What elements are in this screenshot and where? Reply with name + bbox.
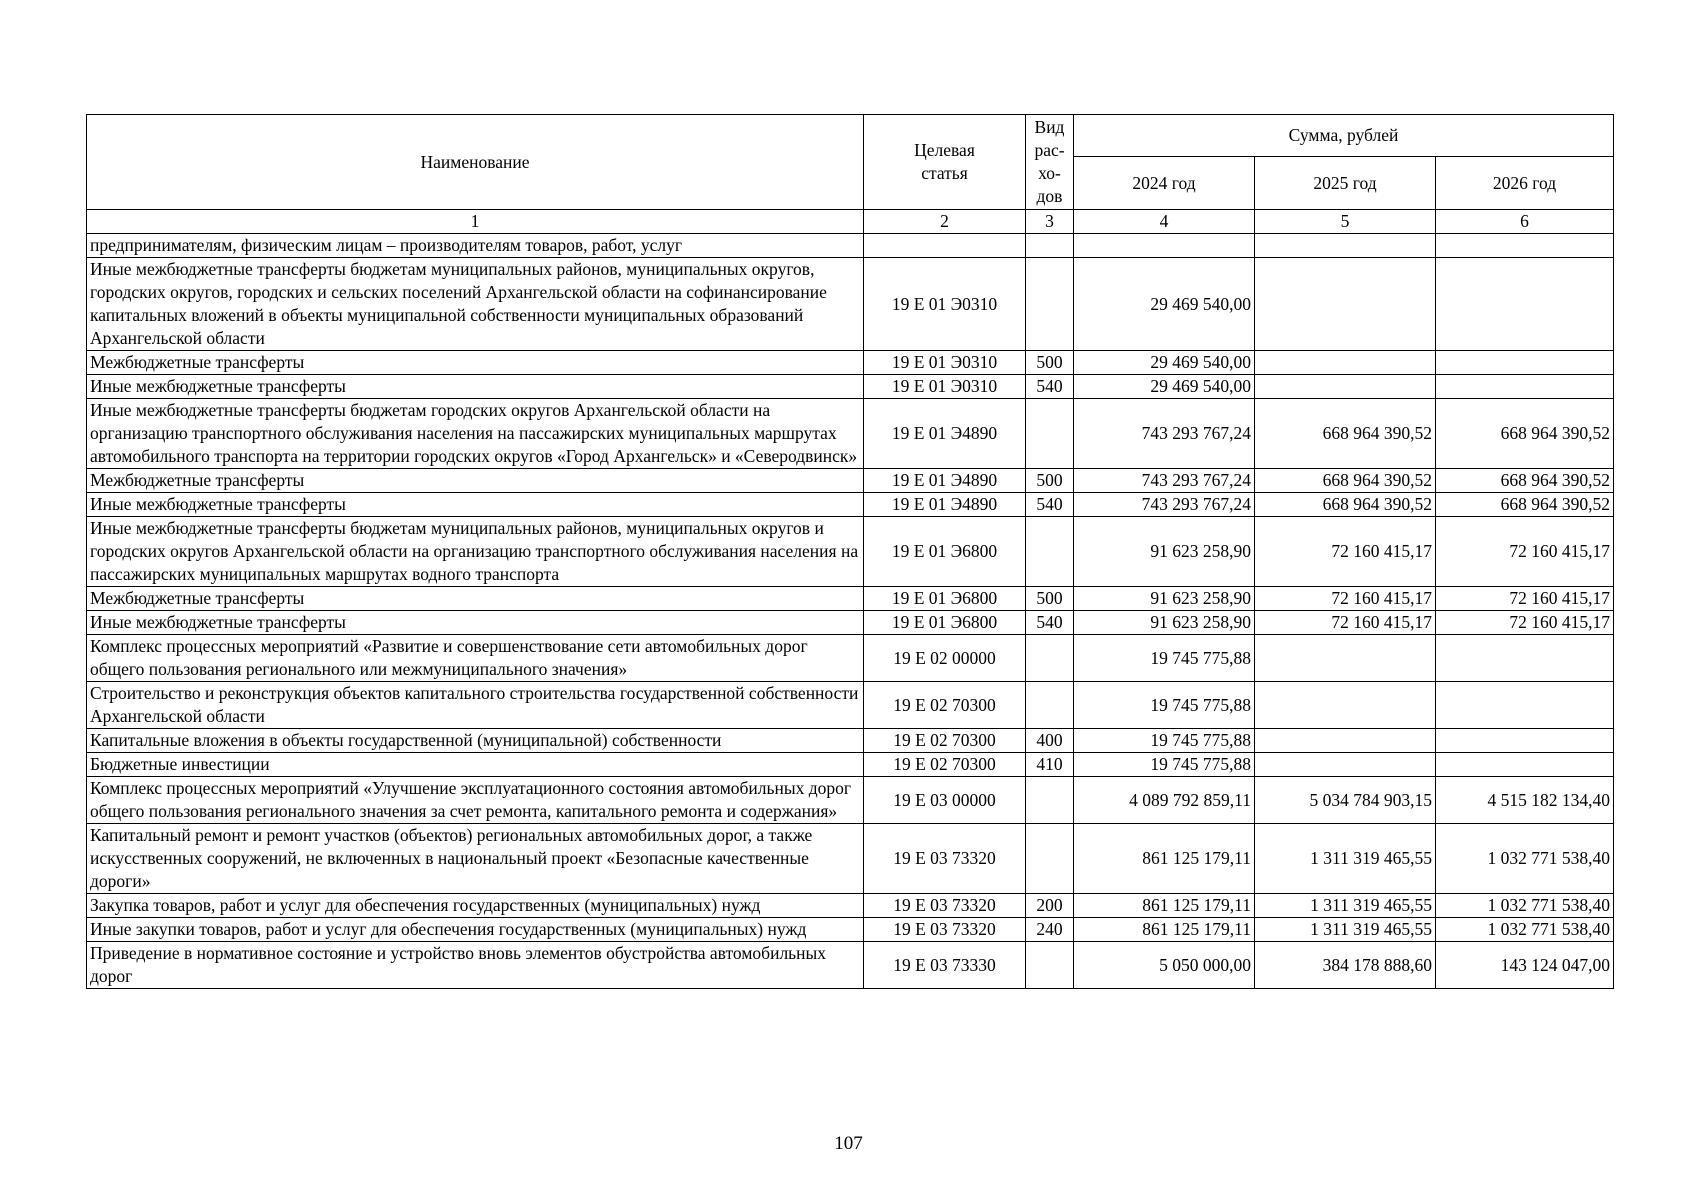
cell-name: Капитальные вложения в объекты государственной (муниципальной) собственности	[87, 729, 864, 753]
table-row	[87, 351, 1614, 375]
cell-target: 19 Е 02 70300	[864, 682, 1026, 729]
table-row	[87, 753, 1614, 777]
cell-target: 19 Е 02 70300	[864, 729, 1026, 753]
cell-sum-2026: 668 964 390,52	[1436, 493, 1614, 517]
table-row	[87, 824, 1614, 894]
cell-sum-2026: 1 032 771 538,40	[1436, 824, 1614, 894]
cell-name: Иные межбюджетные трансферты бюджетам городских округов Архангельской области на организацию транспортного обслуживания населения на пассажирских муниципальных маршрутах автомобильного транспорта на территории городских округов «Город Архангельск» и «Северодвинск»	[87, 399, 864, 469]
cell-name: Комплекс процессных мероприятий «Развитие и совершенствование сети автомобильных дорог общего пользования регионального или межмуниципального значения»	[87, 635, 864, 682]
table-body	[87, 234, 1614, 989]
cell-sum-2026: 1 032 771 538,40	[1436, 894, 1614, 918]
cell-sum-2024: 861 125 179,11	[1074, 918, 1255, 942]
table-row	[87, 587, 1614, 611]
cell-sum-2025: 1 311 319 465,55	[1255, 824, 1436, 894]
cell-sum-2025: 72 160 415,17	[1255, 517, 1436, 587]
cell-sum-2024: 19 745 775,88	[1074, 682, 1255, 729]
table-row	[87, 493, 1614, 517]
cell-target: 19 Е 01 Э4890	[864, 469, 1026, 493]
cell-sum-2026: 1 032 771 538,40	[1436, 918, 1614, 942]
cell-sum-2025	[1255, 635, 1436, 682]
cell-sum-2024: 91 623 258,90	[1074, 611, 1255, 635]
cell-vid	[1026, 942, 1074, 989]
cell-sum-2025: 1 311 319 465,55	[1255, 894, 1436, 918]
cell-sum-2024: 19 745 775,88	[1074, 753, 1255, 777]
cell-sum-2026: 72 160 415,17	[1436, 587, 1614, 611]
cell-sum-2025	[1255, 258, 1436, 351]
cell-target: 19 Е 01 Э0310	[864, 258, 1026, 351]
cell-target: 19 Е 03 73320	[864, 824, 1026, 894]
cell-target: 19 Е 01 Э6800	[864, 611, 1026, 635]
cell-name: Приведение в нормативное состояние и устройство вновь элементов обустройства автомобильных дорог	[87, 942, 864, 989]
cell-vid: 240	[1026, 918, 1074, 942]
cell-sum-2026	[1436, 729, 1614, 753]
table-row	[87, 682, 1614, 729]
cell-sum-2025: 5 034 784 903,15	[1255, 777, 1436, 824]
cell-sum-2025: 72 160 415,17	[1255, 587, 1436, 611]
cell-target: 19 Е 01 Э4890	[864, 399, 1026, 469]
header-2026: 2026 год	[1436, 157, 1614, 210]
table-row	[87, 234, 1614, 258]
cell-name: Капитальный ремонт и ремонт участков (объектов) региональных автомобильных дорог, а также искусственных сооружений, не включенных в национальный проект «Безопасные качественные дороги»	[87, 824, 864, 894]
header-sum: Сумма, рублей	[1074, 115, 1614, 157]
cell-sum-2024: 743 293 767,24	[1074, 469, 1255, 493]
cell-target: 19 Е 03 73320	[864, 918, 1026, 942]
cell-name: Иные межбюджетные трансферты	[87, 375, 864, 399]
cell-sum-2026	[1436, 234, 1614, 258]
cell-sum-2024: 4 089 792 859,11	[1074, 777, 1255, 824]
header-2025: 2025 год	[1255, 157, 1436, 210]
cell-vid	[1026, 234, 1074, 258]
cell-target: 19 Е 01 Э0310	[864, 375, 1026, 399]
cell-sum-2024: 91 623 258,90	[1074, 587, 1255, 611]
cell-sum-2025	[1255, 234, 1436, 258]
cell-name: предпринимателям, физическим лицам – производителям товаров, работ, услуг	[87, 234, 864, 258]
header-vid: Вид рас-хо-дов	[1026, 115, 1074, 210]
column-number: 5	[1255, 210, 1436, 234]
cell-sum-2024: 743 293 767,24	[1074, 399, 1255, 469]
cell-sum-2024: 29 469 540,00	[1074, 351, 1255, 375]
cell-sum-2026	[1436, 753, 1614, 777]
cell-vid: 540	[1026, 611, 1074, 635]
cell-vid: 540	[1026, 375, 1074, 399]
cell-sum-2024: 861 125 179,11	[1074, 824, 1255, 894]
cell-sum-2026: 668 964 390,52	[1436, 399, 1614, 469]
table-row	[87, 399, 1614, 469]
cell-target	[864, 234, 1026, 258]
table-row	[87, 611, 1614, 635]
cell-name: Иные межбюджетные трансферты	[87, 493, 864, 517]
page-number: 107	[834, 1133, 863, 1154]
table-row	[87, 517, 1614, 587]
table-row	[87, 894, 1614, 918]
cell-sum-2024: 5 050 000,00	[1074, 942, 1255, 989]
cell-sum-2025: 1 311 319 465,55	[1255, 918, 1436, 942]
cell-sum-2026	[1436, 375, 1614, 399]
cell-sum-2024: 29 469 540,00	[1074, 375, 1255, 399]
cell-sum-2025: 384 178 888,60	[1255, 942, 1436, 989]
table-row	[87, 375, 1614, 399]
cell-target: 19 Е 01 Э6800	[864, 517, 1026, 587]
cell-vid: 500	[1026, 351, 1074, 375]
header-2024: 2024 год	[1074, 157, 1255, 210]
cell-name: Иные межбюджетные трансферты бюджетам муниципальных районов, муниципальных округов, городских округов, городских и сельских поселений Архангельской области на софинансирование капитальных вложений в объекты муниципальной собственности муниципальных образований Архангельской области	[87, 258, 864, 351]
cell-sum-2024: 19 745 775,88	[1074, 729, 1255, 753]
table-row	[87, 258, 1614, 351]
cell-target: 19 Е 03 73330	[864, 942, 1026, 989]
cell-sum-2026: 4 515 182 134,40	[1436, 777, 1614, 824]
cell-sum-2025: 668 964 390,52	[1255, 493, 1436, 517]
cell-sum-2024: 861 125 179,11	[1074, 894, 1255, 918]
table-row	[87, 635, 1614, 682]
cell-name: Межбюджетные трансферты	[87, 351, 864, 375]
table-row	[87, 729, 1614, 753]
table-row	[87, 469, 1614, 493]
cell-target: 19 Е 02 00000	[864, 635, 1026, 682]
cell-sum-2024: 743 293 767,24	[1074, 493, 1255, 517]
cell-sum-2025: 72 160 415,17	[1255, 611, 1436, 635]
cell-vid	[1026, 635, 1074, 682]
cell-sum-2024: 19 745 775,88	[1074, 635, 1255, 682]
table-row	[87, 918, 1614, 942]
cell-sum-2026	[1436, 635, 1614, 682]
cell-vid	[1026, 777, 1074, 824]
column-number: 4	[1074, 210, 1255, 234]
cell-sum-2026	[1436, 258, 1614, 351]
cell-vid: 200	[1026, 894, 1074, 918]
cell-target: 19 Е 01 Э4890	[864, 493, 1026, 517]
cell-sum-2025	[1255, 682, 1436, 729]
cell-name: Межбюджетные трансферты	[87, 469, 864, 493]
cell-sum-2024: 91 623 258,90	[1074, 517, 1255, 587]
header-name: Наименование	[87, 115, 864, 210]
cell-name: Закупка товаров, работ и услуг для обеспечения государственных (муниципальных) нужд	[87, 894, 864, 918]
cell-sum-2025: 668 964 390,52	[1255, 399, 1436, 469]
cell-name: Межбюджетные трансферты	[87, 587, 864, 611]
header-target: Целевая статья	[864, 115, 1026, 210]
cell-target: 19 Е 01 Э0310	[864, 351, 1026, 375]
cell-name: Иные межбюджетные трансферты	[87, 611, 864, 635]
cell-vid	[1026, 824, 1074, 894]
cell-target: 19 Е 03 00000	[864, 777, 1026, 824]
table-row	[87, 777, 1614, 824]
cell-sum-2026	[1436, 682, 1614, 729]
cell-name: Иные межбюджетные трансферты бюджетам муниципальных районов, муниципальных округов и городских округов Архангельской области на организацию транспортного обслуживания населения на пассажирских муниципальных маршрутах водного транспорта	[87, 517, 864, 587]
cell-vid	[1026, 258, 1074, 351]
cell-name: Комплекс процессных мероприятий «Улучшение эксплуатационного состояния автомобильных дорог общего пользования регионального значения за счет ремонта, капитального ремонта и содержания»	[87, 777, 864, 824]
column-number: 2	[864, 210, 1026, 234]
cell-sum-2025	[1255, 753, 1436, 777]
cell-sum-2025: 668 964 390,52	[1255, 469, 1436, 493]
cell-sum-2025	[1255, 351, 1436, 375]
cell-vid	[1026, 517, 1074, 587]
cell-sum-2025	[1255, 729, 1436, 753]
cell-target: 19 Е 01 Э6800	[864, 587, 1026, 611]
cell-vid: 400	[1026, 729, 1074, 753]
cell-target: 19 Е 03 73320	[864, 894, 1026, 918]
cell-vid: 410	[1026, 753, 1074, 777]
cell-target: 19 Е 02 70300	[864, 753, 1026, 777]
cell-sum-2026: 72 160 415,17	[1436, 611, 1614, 635]
cell-name: Строительство и реконструкция объектов капитального строительства государственной собственности Архангельской области	[87, 682, 864, 729]
budget-table	[86, 114, 1614, 989]
cell-vid	[1026, 399, 1074, 469]
cell-sum-2026: 72 160 415,17	[1436, 517, 1614, 587]
cell-sum-2024: 29 469 540,00	[1074, 258, 1255, 351]
column-number: 6	[1436, 210, 1614, 234]
cell-name: Бюджетные инвестиции	[87, 753, 864, 777]
cell-vid	[1026, 682, 1074, 729]
cell-vid: 540	[1026, 493, 1074, 517]
table-row	[87, 942, 1614, 989]
cell-sum-2026: 143 124 047,00	[1436, 942, 1614, 989]
cell-sum-2025	[1255, 375, 1436, 399]
cell-sum-2024	[1074, 234, 1255, 258]
cell-sum-2026: 668 964 390,52	[1436, 469, 1614, 493]
column-number: 1	[87, 210, 864, 234]
cell-vid: 500	[1026, 469, 1074, 493]
column-number: 3	[1026, 210, 1074, 234]
cell-name: Иные закупки товаров, работ и услуг для обеспечения государственных (муниципальных) нужд	[87, 918, 864, 942]
cell-sum-2026	[1436, 351, 1614, 375]
cell-vid: 500	[1026, 587, 1074, 611]
